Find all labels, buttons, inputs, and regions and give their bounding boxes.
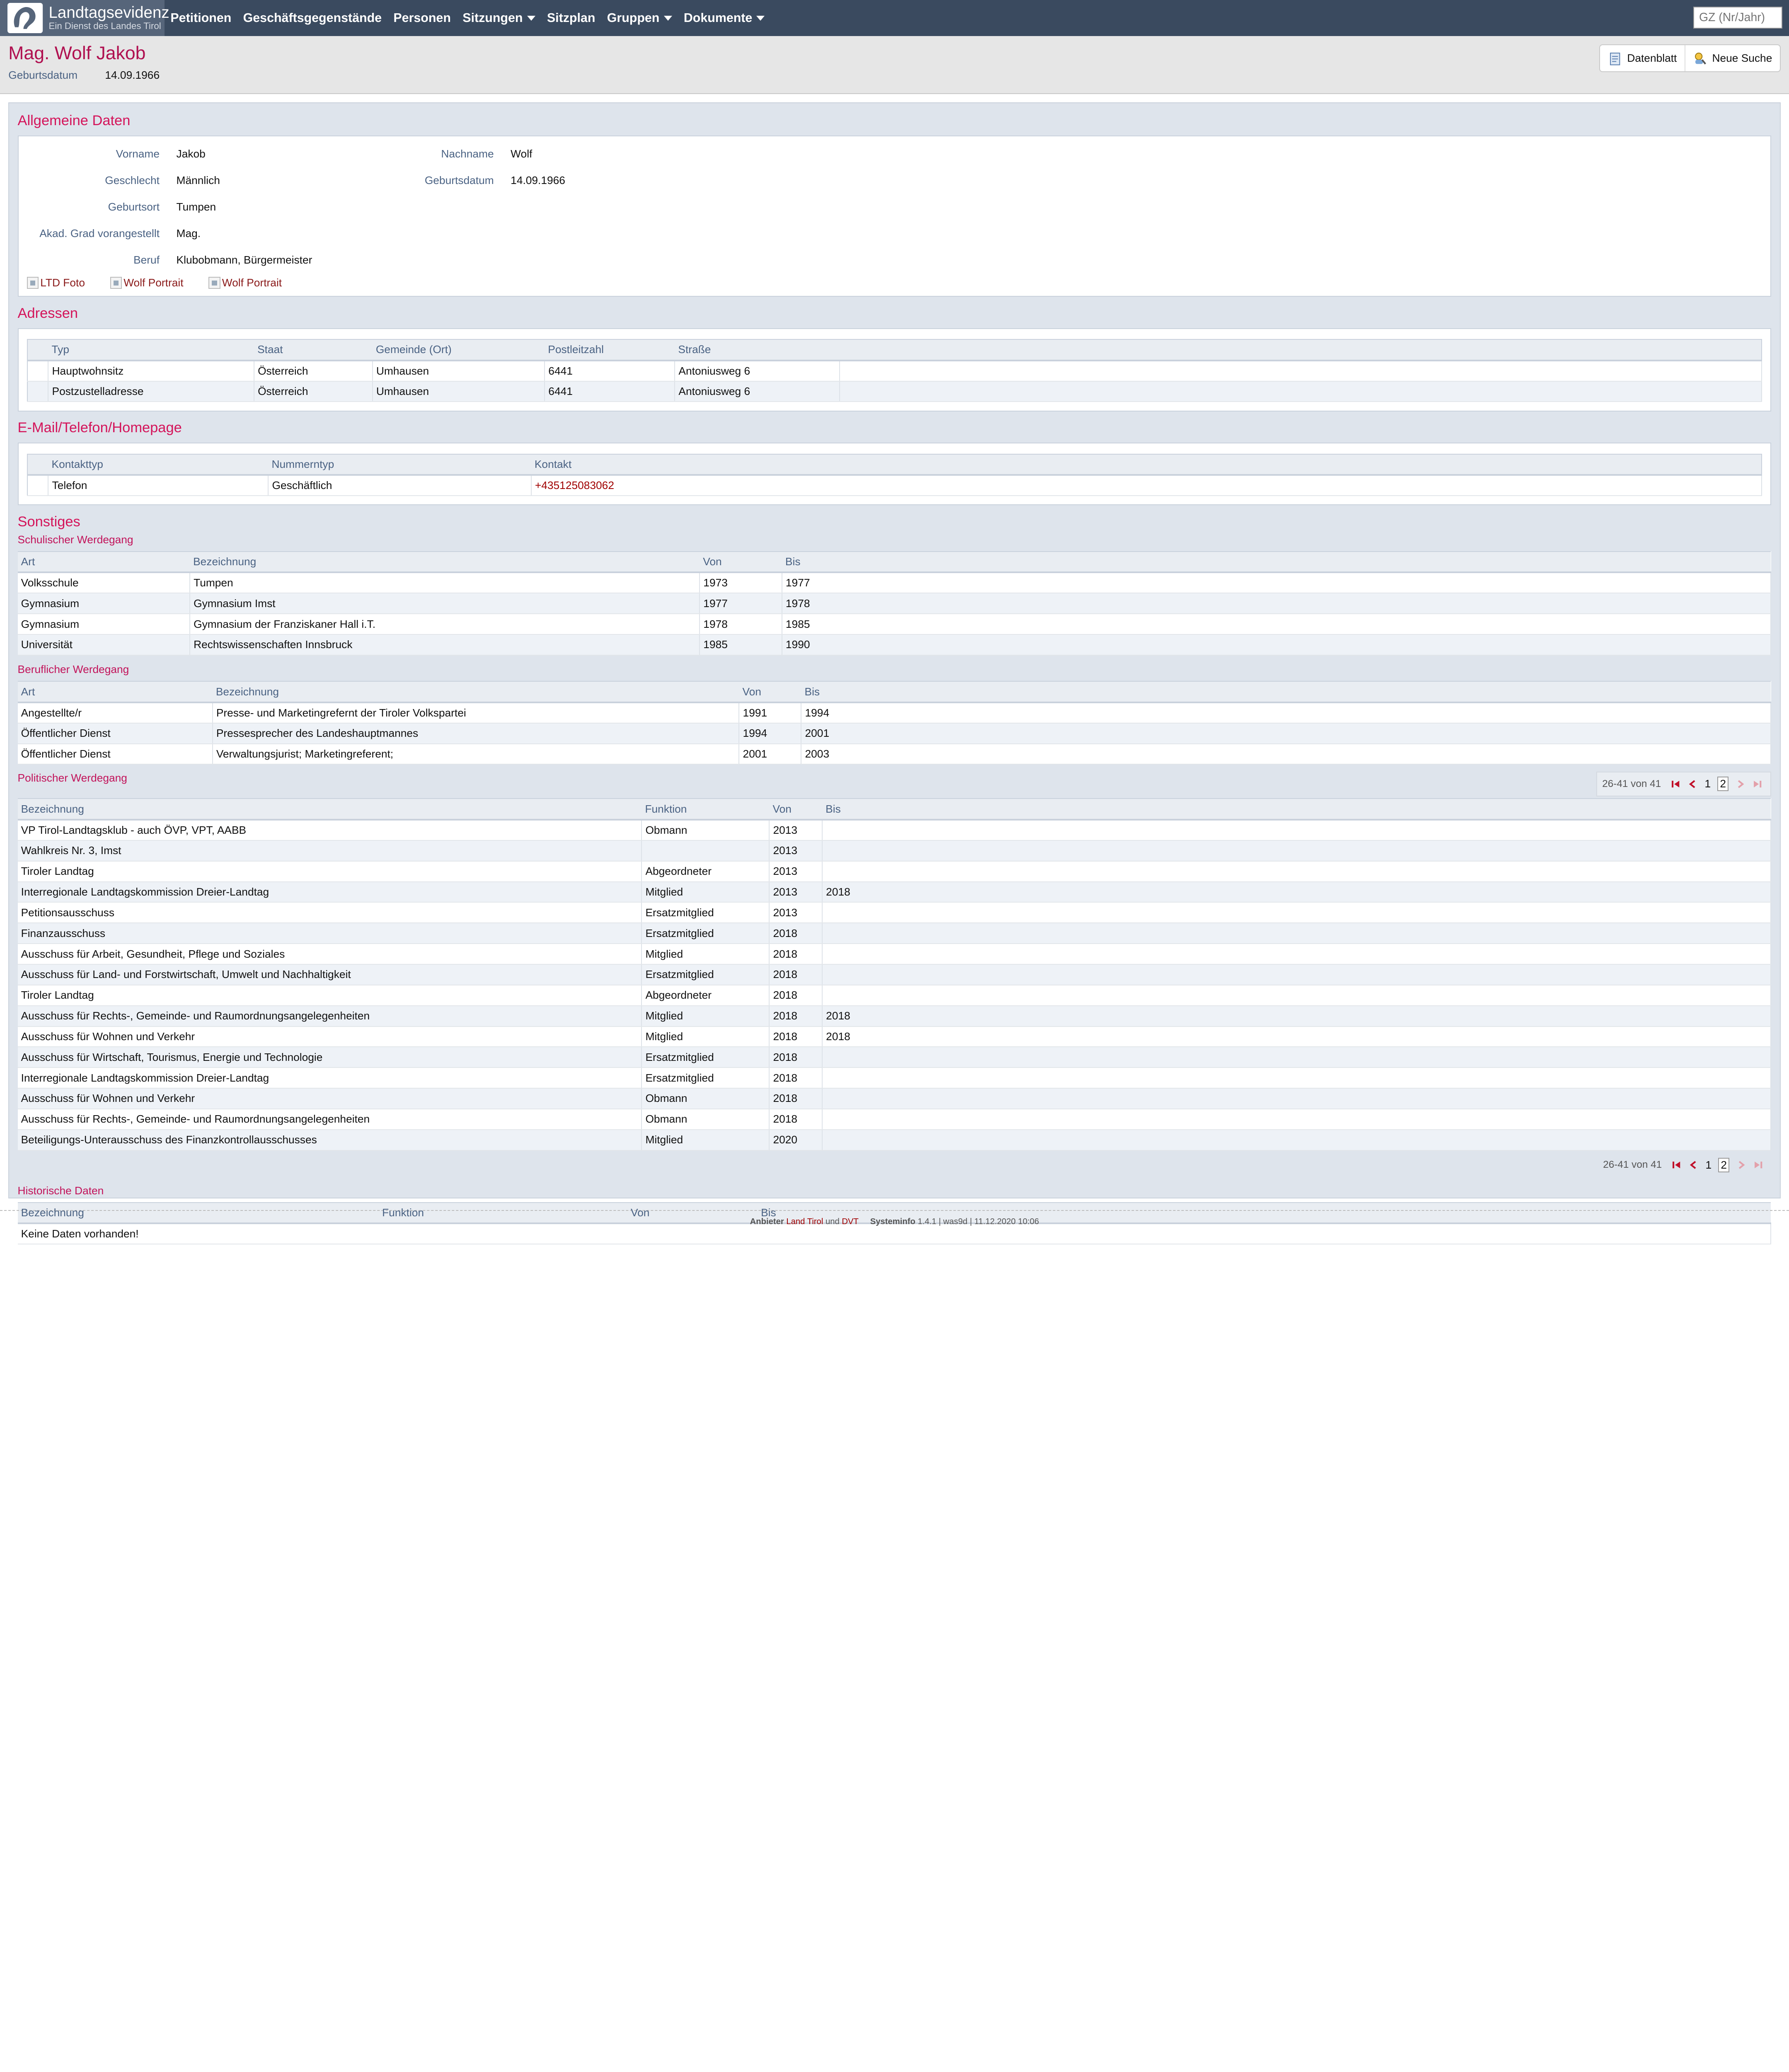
- contact-table: [27, 454, 1762, 496]
- footer: [0, 1210, 1789, 1261]
- cell: 1985: [782, 614, 1771, 634]
- cell: Universität: [18, 634, 190, 655]
- nav-label: Dokumente: [683, 11, 753, 25]
- geburtsort-value: Tumpen: [176, 201, 216, 213]
- cell: Antoniusweg 6: [675, 361, 839, 381]
- cell: 2018: [769, 1067, 822, 1088]
- gz-search-input[interactable]: [1693, 7, 1782, 29]
- cell: Tumpen: [190, 572, 700, 593]
- broken-image-icon: [110, 277, 122, 288]
- table-row[interactable]: [18, 614, 1771, 634]
- col-art[interactable]: Art: [18, 552, 190, 573]
- cell: Ausschuss für Arbeit, Gesundheit, Pflege und Soziales: [18, 944, 642, 964]
- col-staat[interactable]: Staat: [254, 339, 373, 361]
- cell: Mitglied: [642, 1026, 769, 1047]
- table-row[interactable]: [18, 1109, 1771, 1130]
- school-title: Schulischer Werdegang: [17, 533, 133, 546]
- cell: 1978: [700, 614, 782, 634]
- general-data-grid: [27, 145, 1762, 277]
- table-row[interactable]: [18, 882, 1771, 903]
- datenblatt-label: Datenblatt: [1627, 52, 1677, 65]
- cell: Öffentlicher Dienst: [18, 744, 213, 765]
- col-bis[interactable]: Bis: [822, 799, 1771, 820]
- cell: Ausschuss für Land- und Forstwirtschaft, Umwelt und Nachhaltigkeit: [18, 964, 642, 985]
- table-row[interactable]: [18, 1067, 1771, 1088]
- col-bis[interactable]: Bis: [782, 552, 1771, 573]
- cell: Mitglied: [642, 944, 769, 964]
- political-table: [18, 798, 1772, 1150]
- table-row[interactable]: [18, 723, 1771, 744]
- cell: 1991: [739, 702, 801, 723]
- cell: 2013: [769, 840, 822, 861]
- vorname-label: Vorname: [116, 147, 160, 160]
- page-2-current[interactable]: 2: [1717, 777, 1728, 791]
- pager-top: [1596, 772, 1771, 797]
- cell: Postzustelladresse: [48, 381, 254, 402]
- cell: 2020: [769, 1130, 822, 1150]
- cell: Öffentlicher Dienst: [18, 723, 213, 744]
- cell: Ausschuss für Wohnen und Verkehr: [18, 1088, 642, 1109]
- career-title: Beruflicher Werdegang: [17, 663, 129, 676]
- cell: [822, 840, 1771, 861]
- cell: Ausschuss für Wirtschaft, Tourismus, Energie und Technologie: [18, 1047, 642, 1067]
- cell: Ersatzmitglied: [642, 1047, 769, 1067]
- table-row[interactable]: [27, 381, 1762, 402]
- cell: 2003: [801, 744, 1771, 765]
- col-typ[interactable]: Typ: [48, 339, 254, 361]
- table-header-row: [27, 339, 1762, 361]
- cell: Geschäftlich: [268, 475, 531, 496]
- cell: 1978: [782, 593, 1771, 614]
- empty-message: Keine Daten vorhanden!: [18, 1223, 1771, 1244]
- col-funktion[interactable]: Funktion: [642, 799, 769, 820]
- cell: Umhausen: [373, 361, 545, 381]
- col-von[interactable]: Von: [700, 552, 782, 573]
- nav-label: Sitzplan: [547, 11, 596, 25]
- first-page-icon[interactable]: [1672, 1160, 1682, 1170]
- table-row[interactable]: [18, 964, 1771, 985]
- table-row[interactable]: [18, 820, 1771, 840]
- chevron-down-icon: [527, 16, 535, 21]
- geburtsort-label: Geburtsort: [108, 201, 160, 213]
- col-bezeichnung[interactable]: Bezeichnung: [18, 799, 642, 820]
- table-header-row: [18, 799, 1771, 820]
- table-row[interactable]: [18, 985, 1771, 1006]
- photo-list: [27, 276, 1762, 289]
- photo-portrait-1[interactable]: [110, 276, 184, 289]
- geburtsdatum-value: 14.09.1966: [511, 174, 565, 187]
- general-data-panel: [18, 136, 1772, 297]
- contact-panel: [18, 443, 1772, 505]
- cell: Mitglied: [642, 1130, 769, 1150]
- phone-link[interactable]: +435125083062: [531, 475, 1762, 496]
- cell: 1977: [782, 572, 1771, 593]
- search-user-icon: [1693, 51, 1707, 65]
- cell: Ersatzmitglied: [642, 902, 769, 923]
- cell: [822, 923, 1771, 944]
- nav-gruppen[interactable]: [601, 0, 678, 36]
- nav-sitzungen[interactable]: [457, 0, 541, 36]
- cell: [822, 985, 1771, 1006]
- pager-bottom-wrap: [18, 1152, 1772, 1178]
- app-subtitle: Ein Dienst des Landes Tirol: [48, 20, 161, 31]
- cell: Gymnasium: [18, 614, 190, 634]
- col-funktion[interactable]: Funktion: [379, 1203, 627, 1224]
- table-row[interactable]: [18, 593, 1771, 614]
- footer-info: 1.4.1 | was9d | 11.12.2020 10:06: [917, 1217, 1039, 1226]
- birth-label: Geburtsdatum: [8, 69, 78, 82]
- table-row[interactable]: [18, 744, 1771, 765]
- cell: 2018: [769, 1006, 822, 1026]
- grad-label: Akad. Grad vorangestellt: [39, 227, 160, 240]
- cell: 2018: [769, 923, 822, 944]
- birth-value: 14.09.1966: [105, 69, 160, 82]
- photo-ltd[interactable]: [27, 276, 85, 289]
- cell: 2018: [769, 985, 822, 1006]
- cell: Ausschuss für Wohnen und Verkehr: [18, 1026, 642, 1047]
- chevron-down-icon: [664, 16, 672, 21]
- cell: [822, 964, 1771, 985]
- table-header-row: [18, 552, 1771, 573]
- cell: [822, 902, 1771, 923]
- cell: Hauptwohnsitz: [48, 361, 254, 381]
- cell: Wahlkreis Nr. 3, Imst: [18, 840, 642, 861]
- cell: [822, 1067, 1771, 1088]
- cell: Österreich: [254, 381, 373, 402]
- footer-dvt-link[interactable]: DVT: [842, 1217, 859, 1226]
- cell: Umhausen: [373, 381, 545, 402]
- last-page-icon[interactable]: [1752, 779, 1762, 789]
- cell: Abgeordneter: [642, 861, 769, 882]
- last-page-icon[interactable]: [1753, 1160, 1763, 1170]
- cell: [822, 1047, 1771, 1067]
- broken-image-icon: [208, 277, 220, 288]
- prev-page-icon[interactable]: [1688, 779, 1698, 789]
- table-row[interactable]: [18, 702, 1771, 723]
- geburtsdatum-label: Geburtsdatum: [424, 174, 494, 187]
- page-1-link[interactable]: 1: [1705, 1158, 1712, 1171]
- cell: Obmann: [642, 1088, 769, 1109]
- cell: [822, 944, 1771, 964]
- cell: 1994: [801, 702, 1771, 723]
- cell: Antoniusweg 6: [675, 381, 839, 402]
- cell: Mitglied: [642, 1006, 769, 1026]
- cell: Telefon: [48, 475, 268, 496]
- nachname-label: Nachname: [441, 147, 494, 160]
- nav-sitzplan[interactable]: [541, 0, 601, 36]
- col-bis[interactable]: Bis: [758, 1203, 1771, 1224]
- cell: [822, 820, 1771, 840]
- table-row[interactable]: [18, 840, 1771, 861]
- top-navbar: [0, 0, 1789, 36]
- cell: Petitionsausschuss: [18, 902, 642, 923]
- school-table: [18, 551, 1772, 656]
- next-page-icon[interactable]: [1736, 1160, 1746, 1170]
- cell: Obmann: [642, 1109, 769, 1130]
- table-row[interactable]: [27, 475, 1762, 496]
- nav-label: Gruppen: [607, 11, 660, 25]
- cell: [822, 1109, 1771, 1130]
- chevron-down-icon: [756, 16, 765, 21]
- table-header-row: [18, 681, 1771, 702]
- table-row[interactable]: [18, 1088, 1771, 1109]
- col-von[interactable]: Von: [627, 1203, 758, 1224]
- col-kontakttyp[interactable]: Kontakttyp: [48, 454, 268, 475]
- cell: Obmann: [642, 820, 769, 840]
- cell: Österreich: [254, 361, 373, 381]
- section-title-addresses: Adressen: [17, 305, 78, 321]
- cell: Finanzausschuss: [18, 923, 642, 944]
- cell: [822, 1088, 1771, 1109]
- cell: VP Tirol-Landtagsklub - auch ÖVP, VPT, AABB: [18, 820, 642, 840]
- col-bezeichnung[interactable]: Bezeichnung: [190, 552, 700, 573]
- pager-count: 26-41 von 41: [1603, 1159, 1662, 1171]
- beruf-value: Klubobmann, Bürgermeister: [176, 254, 312, 266]
- cell: 2018: [822, 882, 1771, 903]
- footer-und: und: [825, 1217, 840, 1226]
- cell: 1977: [700, 593, 782, 614]
- cell: 2018: [769, 964, 822, 985]
- cell: 2001: [801, 723, 1771, 744]
- neue-suche-label: Neue Suche: [1712, 52, 1772, 65]
- section-title-contact: E-Mail/Telefon/Homepage: [17, 419, 182, 436]
- cell: Presse- und Marketingrefernt der Tiroler Volkspartei: [213, 702, 739, 723]
- cell: 2013: [769, 902, 822, 923]
- cell: Mitglied: [642, 882, 769, 903]
- geschlecht-label: Geschlecht: [105, 174, 160, 187]
- cell: Gymnasium der Franziskaner Hall i.T.: [190, 614, 700, 634]
- cell: Volksschule: [18, 572, 190, 593]
- app-title: Landtagsevidenz: [48, 4, 169, 22]
- cell: Gymnasium: [18, 593, 190, 614]
- cell: 2018: [769, 1109, 822, 1130]
- table-row[interactable]: [18, 861, 1771, 882]
- addresses-table: [27, 339, 1762, 402]
- footer-anbieter: Anbieter: [750, 1217, 784, 1226]
- nav-label: Personen: [393, 11, 451, 25]
- cell: Abgeordneter: [642, 985, 769, 1006]
- cell: 2018: [822, 1026, 1771, 1047]
- nav-petitionen[interactable]: [165, 0, 237, 36]
- section-title-general: Allgemeine Daten: [17, 112, 131, 128]
- cell: Interregionale Landtagskommission Dreier-Landtag: [18, 882, 642, 903]
- nav-label: Sitzungen: [462, 11, 523, 25]
- first-page-icon[interactable]: [1671, 779, 1681, 789]
- cell: Ersatzmitglied: [642, 964, 769, 985]
- cell: 2018: [769, 1047, 822, 1067]
- photo-portrait-2[interactable]: [208, 276, 282, 289]
- nav-label: Geschäftsgegenstände: [243, 11, 382, 25]
- cell: 2018: [822, 1006, 1771, 1026]
- broken-image-icon: [27, 277, 39, 288]
- table-row[interactable]: [18, 902, 1771, 923]
- person-header: [0, 36, 1789, 94]
- cell: 2013: [769, 820, 822, 840]
- cell: Beteiligungs-Unterausschuss des Finanzkontrollausschusses: [18, 1130, 642, 1150]
- app-logo[interactable]: [0, 0, 169, 36]
- table-row[interactable]: [18, 1130, 1771, 1150]
- cell: [822, 1130, 1771, 1150]
- col-strasse[interactable]: Straße: [675, 339, 839, 361]
- person-meta: [8, 69, 1780, 82]
- cell: Verwaltungsjurist; Marketingreferent;: [213, 744, 739, 765]
- cell: 1973: [700, 572, 782, 593]
- cell: 6441: [545, 361, 675, 381]
- nav-personen[interactable]: [387, 0, 457, 36]
- cell: Ausschuss für Rechts-, Gemeinde- und Raumordnungsangelegenheiten: [18, 1006, 642, 1026]
- section-title-misc: Sonstiges: [17, 513, 80, 530]
- cell: Gymnasium Imst: [190, 593, 700, 614]
- nachname-value: Wolf: [511, 147, 533, 160]
- photo-label: LTD Foto: [40, 276, 85, 289]
- nav-geschaeftsgegenstaende[interactable]: [237, 0, 387, 36]
- footer-land-link[interactable]: Land Tirol: [786, 1217, 823, 1226]
- page-2-current[interactable]: 2: [1718, 1158, 1729, 1172]
- addresses-panel: [18, 328, 1772, 411]
- photo-label: Wolf Portrait: [222, 276, 282, 289]
- table-row[interactable]: [27, 361, 1762, 381]
- table-row[interactable]: [18, 634, 1771, 655]
- table-row[interactable]: [18, 572, 1771, 593]
- cell: Tiroler Landtag: [18, 861, 642, 882]
- col-art[interactable]: Art: [18, 681, 213, 702]
- beruf-label: Beruf: [133, 254, 160, 266]
- cell: 2013: [769, 882, 822, 903]
- cell: [642, 840, 769, 861]
- col-gemeinde[interactable]: Gemeinde (Ort): [373, 339, 545, 361]
- cell: 2018: [769, 1026, 822, 1047]
- cell: Tiroler Landtag: [18, 985, 642, 1006]
- cell: 2013: [769, 861, 822, 882]
- footer-systeminfo: Systeminfo: [870, 1217, 915, 1226]
- table-row[interactable]: [18, 923, 1771, 944]
- table-row[interactable]: [18, 1006, 1771, 1026]
- political-title: Politischer Werdegang: [17, 771, 127, 784]
- neue-suche-button[interactable]: [1685, 45, 1780, 71]
- cell: Rechtswissenschaften Innsbruck: [190, 634, 700, 655]
- person-name: Mag. Wolf Jakob: [8, 43, 146, 64]
- historic-title: Historische Daten: [17, 1184, 104, 1197]
- pager-count: 26-41 von 41: [1602, 778, 1661, 789]
- photo-label: Wolf Portrait: [123, 276, 184, 289]
- col-bis[interactable]: Bis: [801, 681, 1771, 702]
- cell: Interregionale Landtagskommission Dreier-Landtag: [18, 1067, 642, 1088]
- cell: 1994: [739, 723, 801, 744]
- table-row[interactable]: [18, 1047, 1771, 1067]
- cell: 2001: [739, 744, 801, 765]
- page-1-link[interactable]: 1: [1704, 777, 1711, 790]
- col-von[interactable]: Von: [739, 681, 801, 702]
- table-row[interactable]: [18, 1026, 1771, 1047]
- table-header-row: [27, 454, 1762, 475]
- cell: 6441: [545, 381, 675, 402]
- cell: Ausschuss für Rechts-, Gemeinde- und Raumordnungsangelegenheiten: [18, 1109, 642, 1130]
- grad-value: Mag.: [176, 227, 201, 240]
- prev-page-icon[interactable]: [1689, 1160, 1699, 1170]
- geschlecht-value: Männlich: [176, 174, 220, 187]
- main-nav: [165, 0, 770, 36]
- cell: [822, 861, 1771, 882]
- datenblatt-button[interactable]: [1600, 45, 1684, 71]
- col-kontakt[interactable]: Kontakt: [531, 454, 1762, 475]
- cell: 1985: [700, 634, 782, 655]
- nav-label: Petitionen: [170, 11, 232, 25]
- cell: Pressesprecher des Landeshauptmannes: [213, 723, 739, 744]
- col-bezeichnung[interactable]: Bezeichnung: [18, 1203, 379, 1224]
- document-icon: [1608, 51, 1622, 65]
- political-header: [18, 772, 1772, 797]
- col-von[interactable]: Von: [769, 799, 822, 820]
- next-page-icon[interactable]: [1735, 779, 1745, 789]
- tirol-eagle-icon: [7, 2, 44, 34]
- pager-bottom: [1598, 1152, 1771, 1178]
- col-plz[interactable]: Postleitzahl: [545, 339, 675, 361]
- vorname-value: Jakob: [176, 147, 206, 160]
- action-buttons: [1599, 44, 1780, 72]
- nav-dokumente[interactable]: [678, 0, 771, 36]
- col-nummerntyp[interactable]: Nummerntyp: [268, 454, 531, 475]
- cell: 2018: [769, 1088, 822, 1109]
- cell: 2018: [769, 944, 822, 964]
- cell: 1990: [782, 634, 1771, 655]
- cell: Angestellte/r: [18, 702, 213, 723]
- cell: Ersatzmitglied: [642, 1067, 769, 1088]
- col-bezeichnung[interactable]: Bezeichnung: [213, 681, 739, 702]
- cell: Ersatzmitglied: [642, 923, 769, 944]
- career-table: [18, 681, 1772, 765]
- table-row[interactable]: [18, 944, 1771, 964]
